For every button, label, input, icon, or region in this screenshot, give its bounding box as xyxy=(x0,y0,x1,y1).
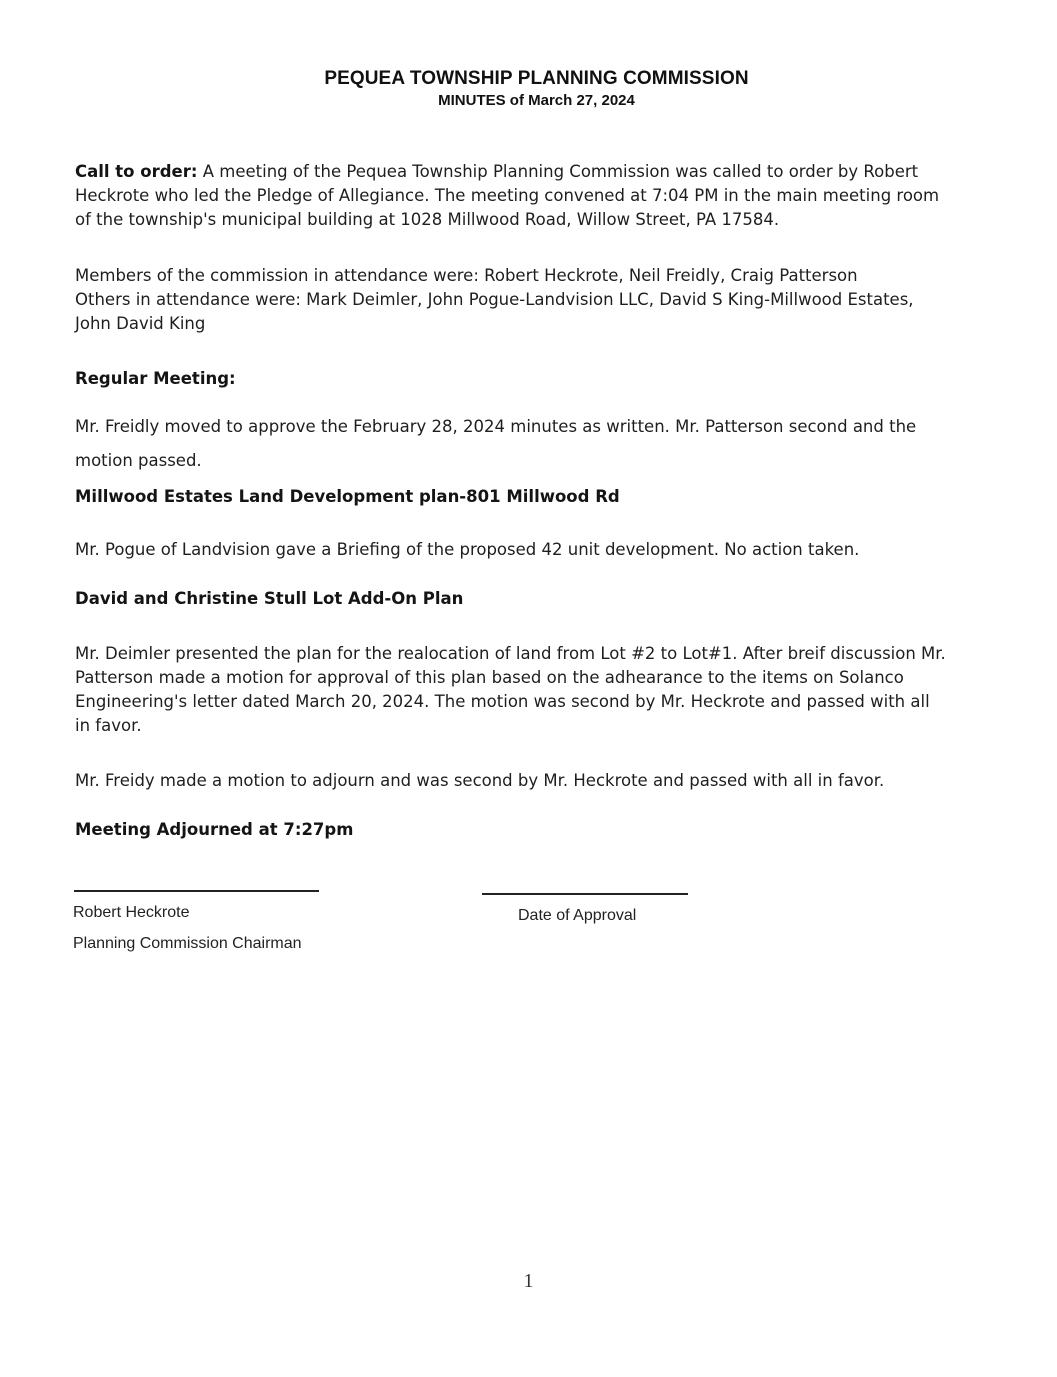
millwood-heading: Millwood Estates Land Development plan-801 Millwood Rd xyxy=(75,487,620,506)
chairman-name: Robert Heckrote xyxy=(73,904,190,921)
meeting-adjourned-heading: Meeting Adjourned at 7:27pm xyxy=(75,820,354,839)
adjourn-motion-paragraph xyxy=(75,769,995,793)
adjourn-motion-line: Mr. Freidy made a motion to adjourn and was second by Mr. Heckrote and passed with all in favor. xyxy=(75,771,885,790)
attendance-line-2: Others in attendance were: Mark Deimler, John Pogue-Landvision LLC, David S King-Millwood Estates, xyxy=(75,290,914,309)
millwood-paragraph xyxy=(75,538,995,562)
attendance-paragraph xyxy=(75,264,995,336)
attendance-line-1: Members of the commission in attendance were: Robert Heckrote, Neil Freidly, Craig Patterson xyxy=(75,266,858,285)
stull-heading: David and Christine Stull Lot Add-On Plan xyxy=(75,589,464,608)
date-of-approval-label: Date of Approval xyxy=(518,907,637,924)
stull-line-2: Patterson made a motion for approval of this plan based on the adhearance to the items on Solanco xyxy=(75,668,904,687)
chairman-signature-line xyxy=(74,890,319,892)
regular-meeting-heading: Regular Meeting: xyxy=(75,369,236,388)
page-number: 1 xyxy=(523,1270,534,1292)
call-to-order-line-2: Heckrote who led the Pledge of Allegiance. The meeting convened at 7:04 PM in the main meeting room xyxy=(75,186,940,205)
document-subtitle: MINUTES of March 27, 2024 xyxy=(438,92,635,109)
stull-line-4: in favor. xyxy=(75,716,142,735)
call-to-order-line-1 xyxy=(75,160,995,184)
date-signature-line xyxy=(482,893,688,895)
call-to-order-label: Call to order: xyxy=(75,162,198,181)
regular-meeting-line-1: Mr. Freidly moved to approve the February 28, 2024 minutes as written. Mr. Patterson second and the xyxy=(75,417,917,436)
regular-meeting-line-2: motion passed. xyxy=(75,451,202,470)
call-to-order-text-1: A meeting of the Pequea Township Planning Commission was called to order by Robert xyxy=(202,162,919,181)
call-to-order-line-3: of the township's municipal building at 1028 Millwood Road, Willow Street, PA 17584. xyxy=(75,210,780,229)
regular-meeting-paragraph xyxy=(75,410,995,478)
stull-line-3: Engineering's letter dated March 20, 2024. The motion was second by Mr. Heckrote and passed with all xyxy=(75,692,930,711)
document-title: PEQUEA TOWNSHIP PLANNING COMMISSION xyxy=(324,68,749,89)
chairman-title: Planning Commission Chairman xyxy=(73,935,302,952)
stull-paragraph xyxy=(75,642,995,738)
attendance-line-3: John David King xyxy=(75,314,206,333)
stull-line-1: Mr. Deimler presented the plan for the realocation of land from Lot #2 to Lot#1. After breif discussion Mr. xyxy=(75,644,946,663)
millwood-line-1: Mr. Pogue of Landvision gave a Briefing of the proposed 42 unit development. No action taken. xyxy=(75,540,860,559)
call-to-order-paragraph xyxy=(75,160,995,232)
